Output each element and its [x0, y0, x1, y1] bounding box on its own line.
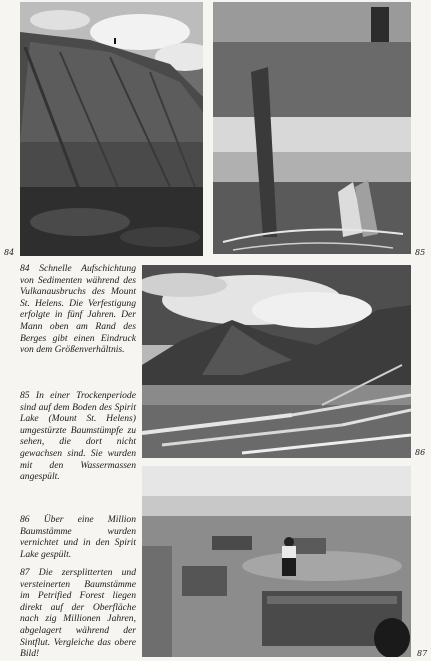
caption-84: 84 Schnelle Aufschichtung von Sedimenten während des Vulkanausbruchs des Mount St. Helens. Die Verfestigung erfolgte in fünf Jahren. Der Mann oben am Rand des Berges gibt einen Eindruck von dem Größenverhältnis. [20, 263, 136, 356]
figure-number-86: 86 [415, 448, 426, 457]
cliff-sediment-photo-icon [20, 2, 203, 256]
mount-st-helens-logs-photo-icon [142, 265, 411, 458]
figure-number-85: 85 [415, 248, 426, 257]
caption-86: 86 Über eine Million Baumstämme wurden vernichtet und in den Spirit Lake gespült. [20, 514, 136, 560]
petrified-forest-photo-icon [142, 466, 411, 657]
photo-85-tree-stumps [213, 2, 411, 254]
photo-87-petrified-forest [142, 466, 411, 657]
photo-86-mount-st-helens-logs [142, 265, 411, 458]
photo-84-sediment-cliff [20, 2, 203, 256]
caption-87: 87 Die zersplitterten und versteinerten Baumstämme im Petrified Forest liegen direkt auf der Oberfläche nach zig Millionen Jahren, abgelagert während der Sintflut. Vergleiche das obere Bild! [20, 567, 136, 660]
figure-number-87: 87 [417, 649, 428, 658]
caption-85: 85 In einer Trockenperiode sind auf dem Boden des Spirit Lake (Mount St. Helens) umgestürzte Baumstümpfe zu sehen, die dort nicht gewachsen sind. Sie wurden mit den Wassermassen angespült. [20, 390, 136, 483]
tree-stump-shore-photo-icon [213, 2, 411, 254]
figure-number-84: 84 [4, 248, 15, 257]
